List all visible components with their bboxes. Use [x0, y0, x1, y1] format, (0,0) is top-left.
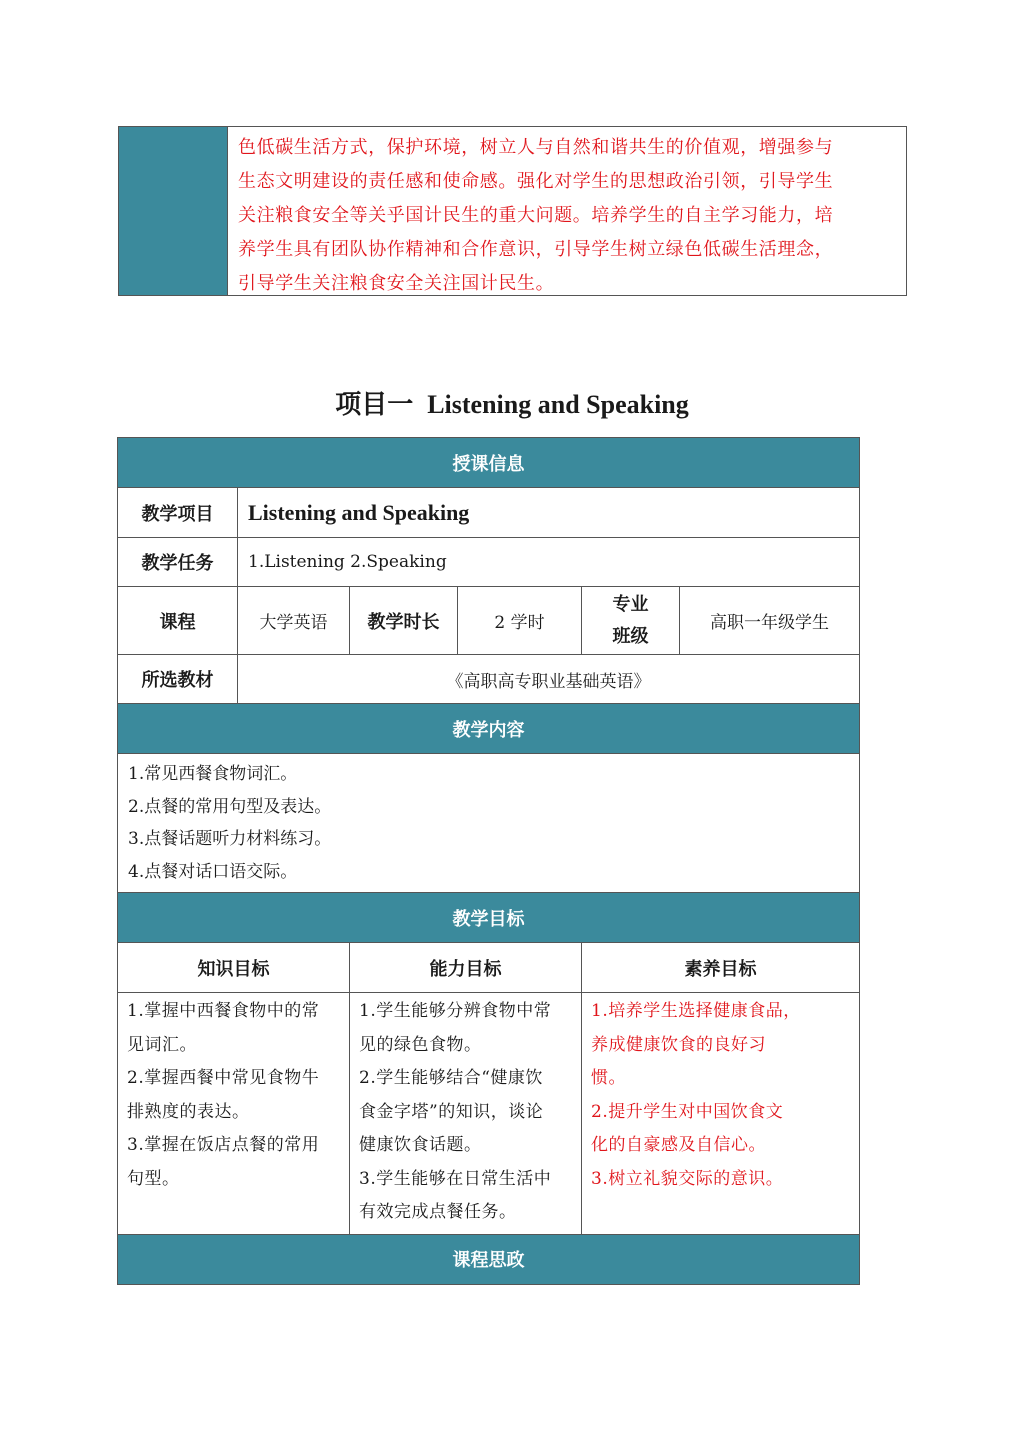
quality-line: 2.提升学生对中国饮食文 — [591, 1101, 784, 1122]
class-value: 高职一年级学生 — [680, 587, 860, 655]
ability-line: 3.学生能够在日常生活中 — [359, 1168, 552, 1189]
textbook-value: 《高职高专职业基础英语》 — [238, 655, 860, 704]
class-label-line2: 班级 — [612, 625, 649, 647]
duration-label: 教学时长 — [350, 587, 458, 655]
continuation-line: 关注粮食安全等关乎国计民生的重大问题。培养学生的自主学习能力，培 — [238, 205, 834, 226]
continuation-line: 生态文明建设的责任感和使命感。强化对学生的思想政治引领，引导学生 — [238, 171, 834, 192]
knowledge-line: 2.掌握西餐中常见食物牛 — [127, 1068, 320, 1088]
ability-line: 1.学生能够分辨食物中常 — [359, 1001, 552, 1021]
section-header-ideological: 课程思政 — [118, 1234, 860, 1284]
ability-goal-header: 能力目标 — [350, 943, 582, 993]
ability-line: 有效完成点餐任务。 — [359, 1202, 517, 1222]
project-title — [0, 384, 1024, 421]
quality-line: 1.培养学生选择健康食品， — [591, 1001, 801, 1021]
section-header-teaching-content: 教学内容 — [118, 704, 860, 754]
class-label-line1: 专业 — [612, 593, 649, 615]
quality-line: 惯。 — [591, 1068, 626, 1088]
knowledge-line: 1.掌握中西餐食物中的常 — [127, 1001, 320, 1021]
continuation-line: 养学生具有团队协作精神和合作意识，引导学生树立绿色低碳生活理念， — [238, 239, 834, 260]
list-item: 1.常见西餐食物词汇。 — [128, 764, 298, 784]
task-value: 1.Listening 2.Speaking — [238, 538, 860, 587]
list-item: 4.点餐对话口语交际。 — [128, 861, 298, 882]
knowledge-goal-cell — [118, 993, 350, 1235]
project-title-prefix: 项目一 — [335, 390, 414, 420]
project-label: 教学项目 — [118, 488, 238, 538]
ability-goal-cell — [350, 993, 582, 1235]
section-header-teaching-goals: 教学目标 — [118, 893, 860, 943]
quality-line: 养成健康饮食的良好习 — [591, 1034, 766, 1055]
knowledge-line: 3.掌握在饭店点餐的常用 — [127, 1135, 320, 1155]
continuation-text-cell — [228, 127, 906, 295]
course-value: 大学英语 — [238, 587, 350, 655]
ability-line: 食金字塔”的知识，谈论 — [359, 1101, 544, 1122]
section-header-teaching-info: 授课信息 — [118, 438, 860, 488]
continuation-table — [118, 126, 907, 296]
knowledge-goal-header: 知识目标 — [118, 943, 350, 993]
project-value: Listening and Speaking — [238, 488, 860, 538]
class-label — [582, 587, 680, 655]
list-item: 2.点餐的常用句型及表达。 — [128, 796, 332, 817]
course-label: 课程 — [118, 587, 238, 655]
ability-line: 健康饮食话题。 — [359, 1135, 482, 1155]
knowledge-line: 见词汇。 — [127, 1034, 197, 1055]
teaching-content-list — [118, 754, 860, 893]
quality-goal-header: 素养目标 — [582, 943, 860, 993]
task-label: 教学任务 — [118, 538, 238, 587]
quality-goal-cell — [582, 993, 860, 1235]
ability-line: 2.学生能够结合“健康饮 — [359, 1068, 543, 1088]
list-item: 3.点餐话题听力材料练习。 — [128, 829, 332, 849]
textbook-label: 所选教材 — [118, 655, 238, 704]
quality-line: 3.树立礼貌交际的意识。 — [591, 1168, 784, 1189]
knowledge-line: 句型。 — [127, 1168, 180, 1189]
ability-line: 见的绿色食物。 — [359, 1034, 482, 1055]
knowledge-line: 排熟度的表达。 — [127, 1101, 250, 1122]
duration-value: 2 学时 — [458, 587, 582, 655]
lesson-info-table — [117, 437, 860, 1285]
continuation-line: 引导学生关注粮食安全关注国计民生。 — [238, 273, 555, 294]
continuation-line: 色低碳生活方式，保护环境，树立人与自然和谐共生的价值观，增强参与 — [238, 137, 834, 158]
project-title-name: Listening and Speaking — [427, 390, 689, 419]
continuation-label-cell — [119, 127, 228, 295]
quality-line: 化的自豪感及自信心。 — [591, 1135, 766, 1155]
